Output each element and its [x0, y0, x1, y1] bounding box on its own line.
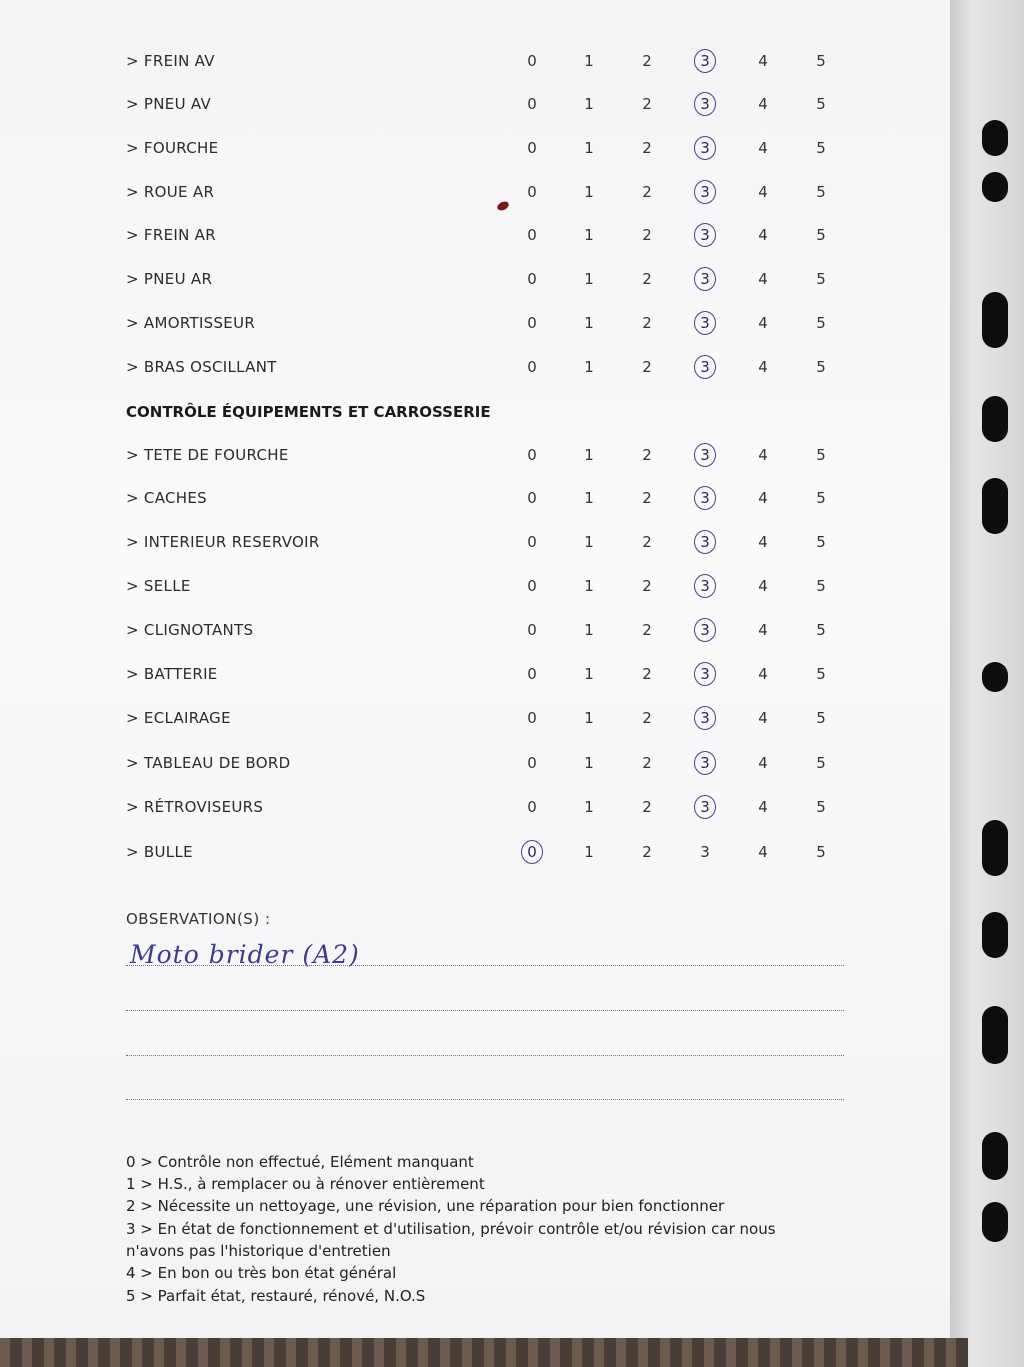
score-option: 0 — [527, 183, 537, 201]
score-option: 4 — [758, 270, 768, 288]
score-option: 4 — [758, 139, 768, 157]
checklist-row — [0, 621, 950, 651]
score-option: 5 — [816, 314, 826, 332]
score-option: 5 — [816, 226, 826, 244]
checklist-item-label: > INTERIEUR RESERVOIR — [126, 533, 320, 551]
binder-hole — [982, 820, 1008, 876]
score-option: 2 — [642, 52, 652, 70]
score-selected: 3 — [694, 486, 716, 510]
score-selected: 3 — [694, 795, 716, 819]
score-option: 5 — [816, 533, 826, 551]
score-selected: 3 — [694, 618, 716, 642]
score-option: 2 — [642, 95, 652, 113]
checklist-row — [0, 798, 950, 828]
score-option: 5 — [816, 52, 826, 70]
score-option: 0 — [527, 709, 537, 727]
score-option: 2 — [642, 139, 652, 157]
score-option: 0 — [527, 139, 537, 157]
score-option: 2 — [642, 270, 652, 288]
score-option: 1 — [584, 95, 594, 113]
score-option: 4 — [758, 665, 768, 683]
score-option: 0 — [527, 446, 537, 464]
score-option: 4 — [758, 577, 768, 595]
score-option: 4 — [758, 709, 768, 727]
score-option: 1 — [584, 270, 594, 288]
score-selected: 3 — [694, 92, 716, 116]
score-option: 2 — [642, 621, 652, 639]
table-surface — [0, 1338, 968, 1367]
score-option: 4 — [758, 52, 768, 70]
checklist-row — [0, 139, 950, 169]
score-option: 5 — [816, 446, 826, 464]
legend-line: 5 > Parfait état, restauré, rénové, N.O.S — [126, 1287, 426, 1305]
checklist-item-label: > TETE DE FOURCHE — [126, 446, 289, 464]
checklist-row — [0, 577, 950, 607]
checklist-item-label: > PNEU AR — [126, 270, 213, 288]
checklist-item-label: > FOURCHE — [126, 139, 219, 157]
checklist-item-label: > ECLAIRAGE — [126, 709, 231, 727]
score-selected: 3 — [694, 136, 716, 160]
score-option: 1 — [584, 798, 594, 816]
score-option: 2 — [642, 358, 652, 376]
observation-line — [126, 1099, 844, 1100]
checklist-item-label: > CACHES — [126, 489, 207, 507]
score-option: 2 — [642, 843, 652, 861]
score-option: 1 — [584, 665, 594, 683]
checklist-row — [0, 183, 950, 213]
score-option: 5 — [816, 843, 826, 861]
score-option: 4 — [758, 533, 768, 551]
checklist-item-label: > AMORTISSEUR — [126, 314, 256, 332]
legend-line: 0 > Contrôle non effectué, Elément manquant — [126, 1153, 474, 1171]
score-option: 2 — [642, 314, 652, 332]
score-option: 2 — [642, 533, 652, 551]
score-option: 3 — [700, 843, 710, 861]
score-selected: 0 — [521, 840, 543, 864]
legend-line: 4 > En bon ou très bon état général — [126, 1264, 397, 1282]
observation-line — [126, 1010, 844, 1011]
score-option: 0 — [527, 665, 537, 683]
binder-hole — [982, 912, 1008, 958]
observation-line — [126, 1055, 844, 1056]
score-option: 1 — [584, 139, 594, 157]
score-option: 0 — [527, 621, 537, 639]
binder-hole — [982, 1006, 1008, 1064]
checklist-row — [0, 533, 950, 563]
score-option: 0 — [527, 270, 537, 288]
score-option: 0 — [527, 489, 537, 507]
binder-hole — [982, 120, 1008, 156]
score-option: 4 — [758, 798, 768, 816]
score-option: 5 — [816, 577, 826, 595]
checklist-row — [0, 358, 950, 388]
score-option: 5 — [816, 798, 826, 816]
score-option: 1 — [584, 577, 594, 595]
score-option: 1 — [584, 621, 594, 639]
score-selected: 3 — [694, 311, 716, 335]
score-option: 0 — [527, 95, 537, 113]
score-option: 2 — [642, 754, 652, 772]
score-selected: 3 — [694, 574, 716, 598]
observations-label: OBSERVATION(S) : — [126, 910, 271, 928]
checklist-row — [0, 489, 950, 519]
checklist-row — [0, 226, 950, 256]
score-selected: 3 — [694, 662, 716, 686]
score-option: 1 — [584, 52, 594, 70]
binder-hole — [982, 1132, 1008, 1180]
binder-hole — [982, 478, 1008, 534]
checklist-item-label: > ROUE AR — [126, 183, 215, 201]
score-selected: 3 — [694, 180, 716, 204]
score-selected: 3 — [694, 223, 716, 247]
checklist-row — [0, 709, 950, 739]
checklist-item-label: > RÉTROVISEURS — [126, 798, 264, 816]
score-option: 1 — [584, 533, 594, 551]
score-option: 2 — [642, 709, 652, 727]
score-option: 1 — [584, 358, 594, 376]
score-option: 4 — [758, 843, 768, 861]
score-option: 4 — [758, 95, 768, 113]
score-option: 5 — [816, 665, 826, 683]
score-option: 4 — [758, 226, 768, 244]
score-option: 1 — [584, 446, 594, 464]
score-option: 2 — [642, 577, 652, 595]
checklist-row — [0, 446, 950, 476]
checklist-row — [0, 665, 950, 695]
observation-line — [126, 965, 844, 966]
score-option: 2 — [642, 183, 652, 201]
handwritten-observation: Moto brider (A2) — [130, 940, 360, 969]
score-selected: 3 — [694, 49, 716, 73]
legend-line: 2 > Nécessite un nettoyage, une révision, une réparation pour bien fonctionner — [126, 1197, 725, 1215]
score-option: 4 — [758, 314, 768, 332]
checklist-item-label: > BULLE — [126, 843, 193, 861]
score-option: 5 — [816, 183, 826, 201]
checklist-row — [0, 95, 950, 125]
score-option: 5 — [816, 95, 826, 113]
score-selected: 3 — [694, 443, 716, 467]
legend-line: n'avons pas l'historique d'entretien — [126, 1242, 391, 1260]
score-option: 0 — [527, 754, 537, 772]
binder-hole — [982, 1202, 1008, 1242]
score-option: 0 — [527, 533, 537, 551]
checklist-item-label: > FREIN AR — [126, 226, 216, 244]
binder-hole — [982, 292, 1008, 348]
score-option: 4 — [758, 183, 768, 201]
score-option: 5 — [816, 709, 826, 727]
binder-hole — [982, 396, 1008, 442]
binder-hole — [982, 662, 1008, 692]
score-option: 1 — [584, 843, 594, 861]
score-option: 1 — [584, 709, 594, 727]
checklist-item-label: > CLIGNOTANTS — [126, 621, 254, 639]
section-title: CONTRÔLE ÉQUIPEMENTS ET CARROSSERIE — [126, 403, 491, 421]
score-option: 1 — [584, 314, 594, 332]
score-option: 2 — [642, 226, 652, 244]
score-option: 1 — [584, 226, 594, 244]
score-option: 2 — [642, 489, 652, 507]
score-option: 4 — [758, 489, 768, 507]
score-option: 4 — [758, 621, 768, 639]
score-option: 5 — [816, 489, 826, 507]
score-option: 0 — [527, 798, 537, 816]
score-option: 0 — [527, 314, 537, 332]
checklist-item-label: > SELLE — [126, 577, 191, 595]
score-option: 0 — [527, 577, 537, 595]
checklist-item-label: > BATTERIE — [126, 665, 218, 683]
checklist-item-label: > TABLEAU DE BORD — [126, 754, 291, 772]
score-option: 2 — [642, 446, 652, 464]
score-option: 1 — [584, 183, 594, 201]
score-option: 4 — [758, 446, 768, 464]
score-option: 1 — [584, 489, 594, 507]
checklist-item-label: > BRAS OSCILLANT — [126, 358, 277, 376]
checklist-row — [0, 314, 950, 344]
score-option: 5 — [816, 754, 826, 772]
score-option: 4 — [758, 754, 768, 772]
score-option: 2 — [642, 665, 652, 683]
checklist-row — [0, 270, 950, 300]
score-selected: 3 — [694, 530, 716, 554]
score-option: 5 — [816, 358, 826, 376]
score-option: 4 — [758, 358, 768, 376]
score-option: 5 — [816, 270, 826, 288]
score-selected: 3 — [694, 355, 716, 379]
score-option: 5 — [816, 139, 826, 157]
binder-hole — [982, 172, 1008, 202]
score-selected: 3 — [694, 267, 716, 291]
legend-line: 3 > En état de fonctionnement et d'utilisation, prévoir contrôle et/ou révision car nous — [126, 1220, 776, 1238]
score-option: 2 — [642, 798, 652, 816]
score-option: 5 — [816, 621, 826, 639]
score-option: 0 — [527, 358, 537, 376]
checklist-item-label: > FREIN AV — [126, 52, 215, 70]
checklist-item-label: > PNEU AV — [126, 95, 212, 113]
checklist-row — [0, 843, 950, 873]
legend-line: 1 > H.S., à remplacer ou à rénover entièrement — [126, 1175, 485, 1193]
score-selected: 3 — [694, 751, 716, 775]
score-option: 0 — [527, 226, 537, 244]
score-option: 1 — [584, 754, 594, 772]
checklist-row — [0, 52, 950, 82]
score-option: 0 — [527, 52, 537, 70]
score-selected: 3 — [694, 706, 716, 730]
checklist-row — [0, 754, 950, 784]
